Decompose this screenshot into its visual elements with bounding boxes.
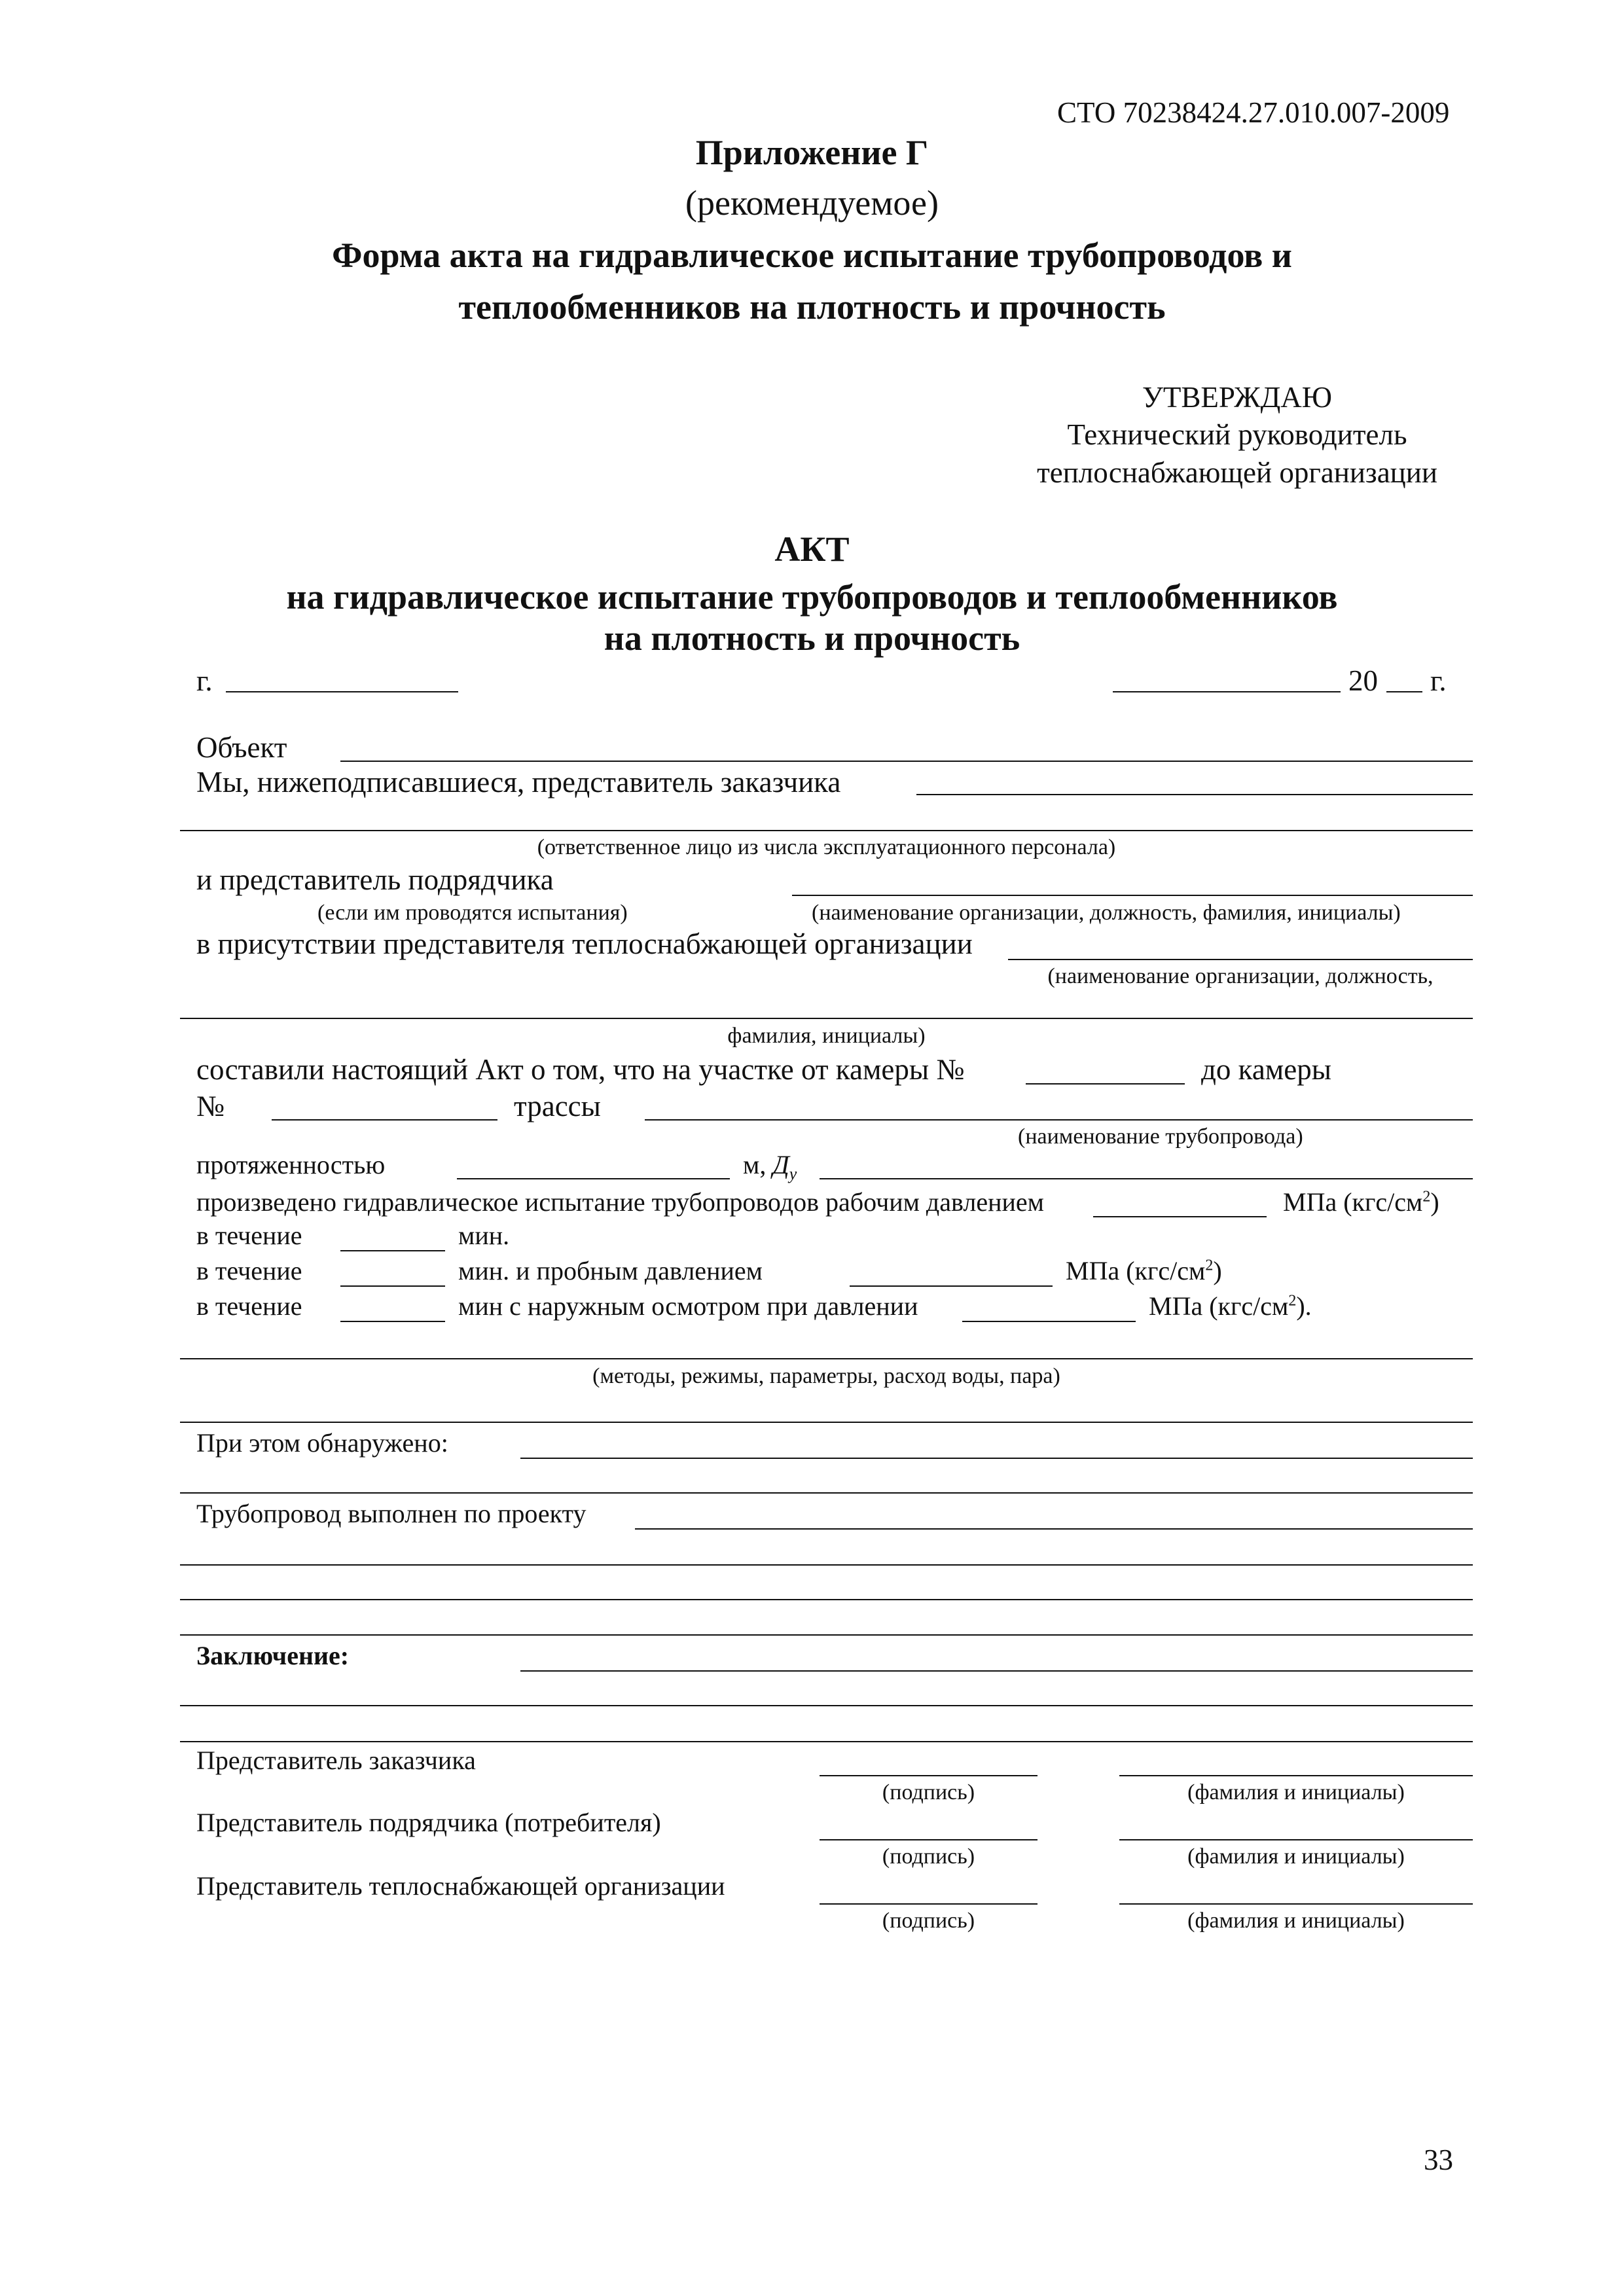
signature-label-customer: Представитель заказчика <box>196 1746 476 1775</box>
contractor-hint: (если им проводятся испытания) <box>317 901 628 925</box>
presence-line2[interactable] <box>180 1018 1473 1019</box>
project-label: Трубопровод выполнен по проекту <box>196 1499 586 1528</box>
pipeline-hint: (наименование трубопровода) <box>1018 1124 1303 1149</box>
object-label: Объект <box>196 731 287 764</box>
compiled-label: составили настоящий Акт о том, что на участке от камеры № <box>196 1053 965 1086</box>
conclusion-line2[interactable] <box>180 1705 1473 1706</box>
approval-position-line1: Технический руководитель <box>1067 418 1407 451</box>
city-line[interactable] <box>226 691 458 692</box>
year-prefix: 20 <box>1348 664 1378 697</box>
approval-position-line2: теплоснабжающей организации <box>1037 456 1437 489</box>
appendix-subtitle: (рекомендуемое) <box>685 183 939 223</box>
length-line[interactable] <box>457 1178 730 1179</box>
form-title-line2: теплообменников на плотность и прочность <box>458 287 1166 327</box>
found-line2[interactable] <box>180 1492 1473 1494</box>
project-line2[interactable] <box>180 1564 1473 1566</box>
name-line-customer[interactable] <box>1119 1775 1473 1776</box>
signature-line-customer[interactable] <box>820 1775 1038 1776</box>
contractor-line[interactable] <box>792 895 1473 896</box>
min-label-1: мин. <box>458 1221 510 1250</box>
date-line[interactable] <box>1113 691 1341 692</box>
name-line-contractor[interactable] <box>1119 1839 1473 1840</box>
route-label: трассы <box>514 1090 601 1122</box>
signature-label-supplier: Представитель теплоснабжающей организации <box>196 1871 725 1901</box>
object-line[interactable] <box>340 761 1473 762</box>
form-title-line1: Форма акта на гидравлическое испытание трубопроводов и <box>332 236 1292 275</box>
during-line-1[interactable] <box>340 1250 445 1251</box>
year-line[interactable] <box>1386 691 1422 692</box>
methods-hint: (методы, режимы, параметры, расход воды, пара) <box>592 1364 1060 1388</box>
min-test-label: мин. и пробным давлением <box>458 1256 763 1285</box>
name-line-supplier[interactable] <box>1119 1903 1473 1905</box>
sign-hint-supplier: (подпись) <box>882 1909 975 1933</box>
sign-hint-contractor: (подпись) <box>882 1844 975 1869</box>
during-label-2: в течение <box>196 1256 302 1285</box>
document-code: СТО 70238424.27.010.007-2009 <box>1057 96 1450 129</box>
inspect-pressure-line[interactable] <box>962 1321 1136 1322</box>
conclusion-line3[interactable] <box>180 1741 1473 1742</box>
found-label: При этом обнаружено: <box>196 1428 448 1458</box>
responsible-hint: (ответственное лицо из числа эксплуатационного персонала) <box>537 835 1116 859</box>
test-pressure-line[interactable] <box>850 1285 1053 1287</box>
approval-label: УТВЕРЖДАЮ <box>1142 381 1333 414</box>
year-suffix: г. <box>1430 664 1447 697</box>
to-chamber-line[interactable] <box>272 1119 497 1121</box>
contractor-org-hint: (наименование организации, должность, фамилия, инициалы) <box>812 901 1401 925</box>
presence-hint2: фамилия, инициалы) <box>727 1024 926 1048</box>
presence-line[interactable] <box>1008 959 1473 960</box>
methods-line[interactable] <box>180 1358 1473 1359</box>
appendix-title: Приложение Г <box>695 133 929 172</box>
during-line-2[interactable] <box>340 1285 445 1287</box>
page-number: 33 <box>1424 2144 1453 2176</box>
contractor-label: и представитель подрядчика <box>196 863 554 896</box>
customer-rep-line2[interactable] <box>180 830 1473 831</box>
from-chamber-line[interactable] <box>1026 1083 1185 1085</box>
name-hint-contractor: (фамилия и инициалы) <box>1187 1844 1405 1869</box>
during-label-3: в течение <box>196 1291 302 1321</box>
city-prefix: г. <box>196 664 213 697</box>
number-sign: № <box>196 1090 225 1122</box>
act-title: АКТ <box>774 529 850 569</box>
act-subtitle-line1: на гидравлическое испытание трубопроводов и теплообменников <box>286 577 1338 617</box>
conclusion-line[interactable] <box>520 1670 1473 1672</box>
project-line4[interactable] <box>180 1634 1473 1636</box>
during-label-1: в течение <box>196 1221 302 1250</box>
working-pressure-unit: МПа $(кгс/см^2)$ <box>1283 1187 1439 1217</box>
customer-rep-label: Мы, нижеподписавшиеся, представитель заказчика <box>196 766 841 798</box>
customer-rep-line[interactable] <box>916 794 1473 795</box>
presence-label: в присутствии представителя теплоснабжающей организации <box>196 927 973 960</box>
signature-line-supplier[interactable] <box>820 1903 1038 1905</box>
act-subtitle-line2: на плотность и прочность <box>604 619 1020 658</box>
to-chamber-label: до камеры <box>1201 1053 1331 1086</box>
inspect-pressure-unit: МПа $(кгс/см^2)$. <box>1149 1291 1312 1321</box>
found-line[interactable] <box>520 1458 1473 1459</box>
signature-label-contractor: Представитель подрядчика (потребителя) <box>196 1808 661 1837</box>
presence-hint1: (наименование организации, должность, <box>1047 964 1434 988</box>
project-line[interactable] <box>635 1528 1473 1530</box>
route-line[interactable] <box>645 1119 1473 1121</box>
project-line3[interactable] <box>180 1599 1473 1600</box>
blank-line-1[interactable] <box>180 1422 1473 1423</box>
test-label: произведено гидравлическое испытание трубопроводов рабочим давлением <box>196 1187 1044 1217</box>
signature-line-contractor[interactable] <box>820 1839 1038 1840</box>
meters-label: м, $Д_у$ <box>743 1150 797 1183</box>
working-pressure-line[interactable] <box>1093 1216 1267 1217</box>
name-hint-supplier: (фамилия и инициалы) <box>1187 1909 1405 1933</box>
du-symbol: $Д_у$ <box>772 1150 797 1183</box>
sign-hint-customer: (подпись) <box>882 1780 975 1804</box>
min-inspect-label: мин с наружным осмотром при давлении <box>458 1291 918 1321</box>
name-hint-customer: (фамилия и инициалы) <box>1187 1780 1405 1804</box>
diameter-line[interactable] <box>820 1178 1473 1179</box>
during-line-3[interactable] <box>340 1321 445 1322</box>
test-pressure-unit: МПа $(кгс/см^2)$ <box>1066 1256 1222 1285</box>
conclusion-label: Заключение: <box>196 1641 350 1670</box>
length-label: протяженностью <box>196 1150 386 1179</box>
